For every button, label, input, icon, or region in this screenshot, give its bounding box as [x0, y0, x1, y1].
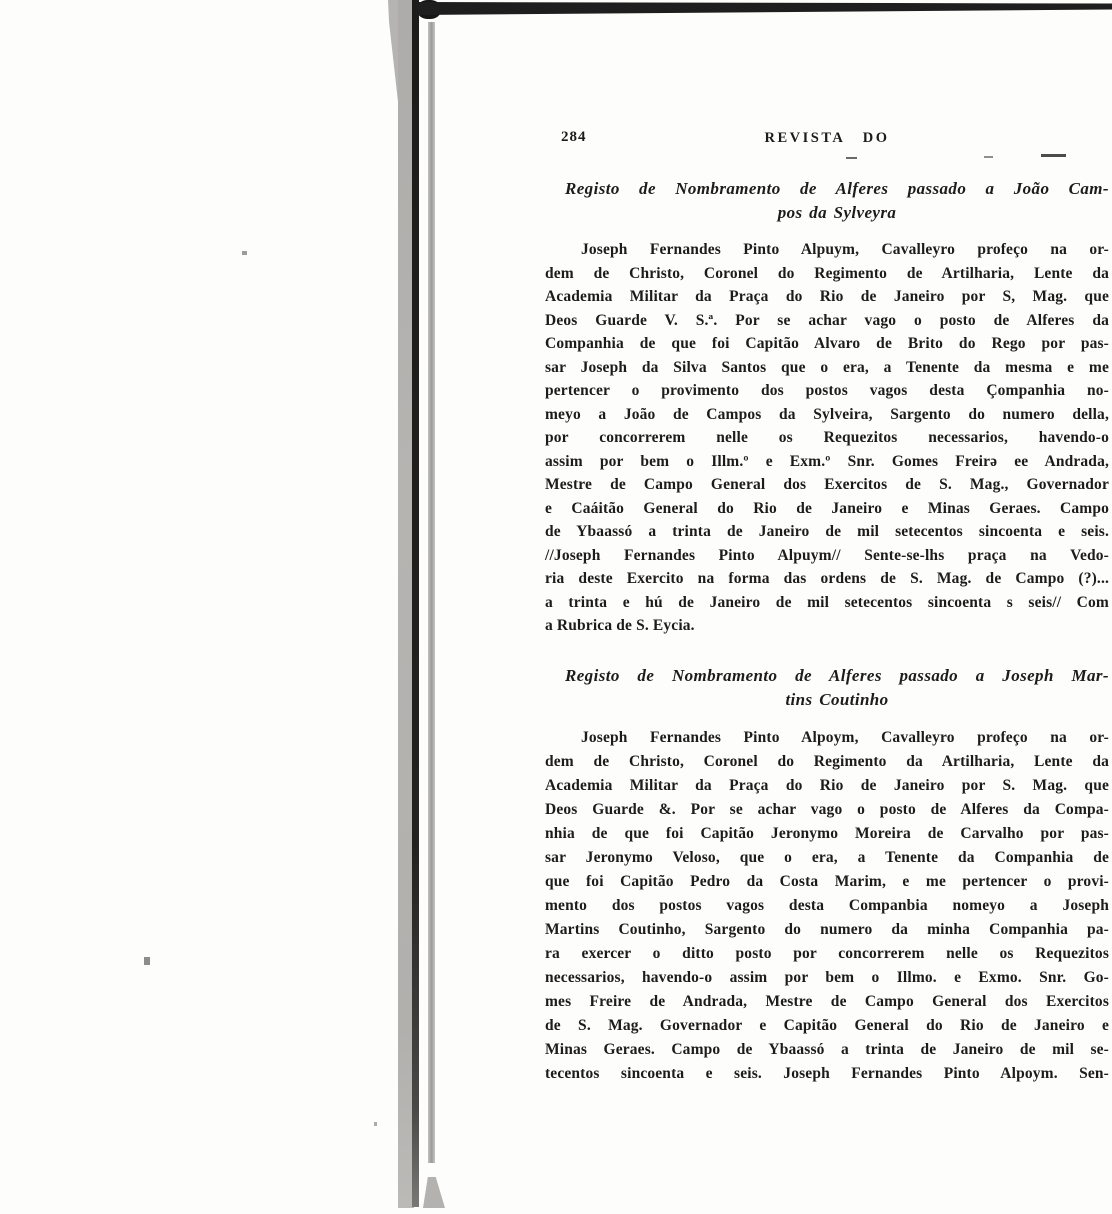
body-text-line: que foi Capitão Pedro da Costa Marim, e me pertencer o provi- — [545, 873, 1109, 890]
body-text-line: assim por bem o Illm.º e Exm.º Snr. Gomes Freirə ee Andrada, — [545, 452, 1109, 470]
body-text-line: //Joseph Fernandes Pinto Alpuym// Sente-se-lhs praça na Vedo- — [545, 546, 1109, 564]
body-text-line: Joseph Fernandes Pinto Alpuym, Cavalleyro profeço na or- — [581, 241, 1109, 258]
body-text-line: meyo a João de Campos da Sylveira, Sargento do numero della, — [545, 405, 1109, 423]
page-header — [545, 129, 1109, 147]
scan-dash-mark — [984, 156, 993, 158]
body-text-line: e Caáitão General do Rio de Janeiro e Minas Geraes. Campo — [545, 499, 1109, 517]
body-text-line: por concorrerem nelle os Requezitos necessarios, havendo-o — [545, 429, 1109, 446]
scan-page-edge-wedge-bottom — [423, 1177, 445, 1208]
scan-page-edge-line — [428, 22, 435, 1163]
section-heading-registo-joao-campos — [545, 177, 1109, 225]
body-text-line: Martins Coutinho, Sargento do numero da minha Companhia pa- — [545, 921, 1109, 938]
body-text-line: a trinta e hú de Janeiro de mil setecentos sincoenta s seis// Com — [545, 593, 1109, 611]
body-text-line: mes Freire de Andrada, Mestre de Campo General dos Exercitos — [545, 993, 1109, 1010]
scan-top-edge-bar — [416, 2, 1112, 15]
body-text-line: mento dos postos vagos desta Companbia nomeyo a Joseph — [545, 897, 1109, 914]
body-text-line: Companhia de que foi Capitão Alvaro de Brito do Rego por pas- — [545, 335, 1109, 352]
body-text-line: Mestre de Campo General dos Exercitos de S. Mag., Governador — [545, 476, 1109, 493]
scan-dash-mark — [1041, 154, 1066, 157]
scan-speck — [374, 1122, 377, 1126]
body-text-line: dem de Christo, Coronel do Regimento de Artilharia, Lente da — [545, 264, 1109, 282]
body-text-line: de Ybaassó a trinta de Janeiro de mil setecentos sincoenta e seis. — [545, 523, 1109, 540]
section-heading-registo-joseph-coutinho — [545, 664, 1109, 712]
body-text-line: de S. Mag. Governador e Capitão General do Rio de Janeiro e — [545, 1017, 1109, 1034]
body-text-line: Deos Guarde V. S.ª. Por se achar vago o posto de Alferes da — [545, 311, 1109, 329]
body-text-line: necessarios, havendo-o assim por bem o Illmo. e Exmo. Snr. Go- — [545, 969, 1109, 986]
body-text-line: sar Joseph da Silva Santos que o era, a Tenente da mesma e me — [545, 358, 1109, 376]
heading-line: pos da Sylveyra — [777, 203, 897, 222]
body-text-line: ria deste Exercito na forma das ordens de S. Mag. de Campo (?)... — [545, 570, 1109, 587]
body-text-line: tecentos sincoenta e seis. Joseph Fernandes Pinto Alpoym. Sen- — [545, 1065, 1109, 1082]
section-body-registo-joao-campos — [545, 238, 1109, 638]
scan-dash-mark — [846, 157, 857, 159]
scan-speck — [144, 957, 150, 965]
scan-gutter-dark-line — [412, 0, 419, 1207]
body-text-line: sar Jeronymo Veloso, que o era, a Tenente da Companhia de — [545, 849, 1109, 866]
body-text-line: Academia Militar da Praça do Rio de Janeiro por S, Mag. que — [545, 288, 1109, 305]
heading-line: Registo de Nombramento de Alferes passado a Joseph Mar- — [565, 666, 1109, 685]
running-header: REVISTA DO — [764, 130, 890, 146]
body-text-line: ra exercer o ditto posto por concorrerem nelle os Requezitos — [545, 945, 1109, 962]
body-text-line: dem de Christo, Coronel do Regimento da Artilharia, Lente da — [545, 753, 1109, 770]
body-text-line: nhia de que foi Capitão Jeronymo Moreira de Carvalho por pas- — [545, 825, 1109, 842]
body-text-line: Minas Geraes. Campo de Ybaassó a trinta de Janeiro de mil se- — [545, 1041, 1109, 1058]
body-text-line: Academia Militar da Praça do Rio de Janeiro por S. Mag. que — [545, 777, 1109, 794]
body-text-line: Deos Guarde &. Por se achar vago o posto de Alferes da Compa- — [545, 801, 1109, 818]
body-text-line: a Rubrica de S. Eycia. — [545, 617, 695, 634]
page-number: 284 — [561, 129, 587, 145]
heading-line: tins Coutinho — [785, 690, 889, 709]
body-text-line: pertencer o provimento dos postos vagos desta Çompanhia no- — [545, 382, 1109, 399]
heading-line: Registo de Nombramento de Alferes passado a João Cam- — [565, 179, 1109, 198]
scan-speck — [242, 251, 247, 255]
body-text-line: Joseph Fernandes Pinto Alpoym, Cavalleyro profeço na or- — [581, 729, 1109, 746]
section-body-registo-joseph-coutinho — [545, 726, 1109, 1086]
